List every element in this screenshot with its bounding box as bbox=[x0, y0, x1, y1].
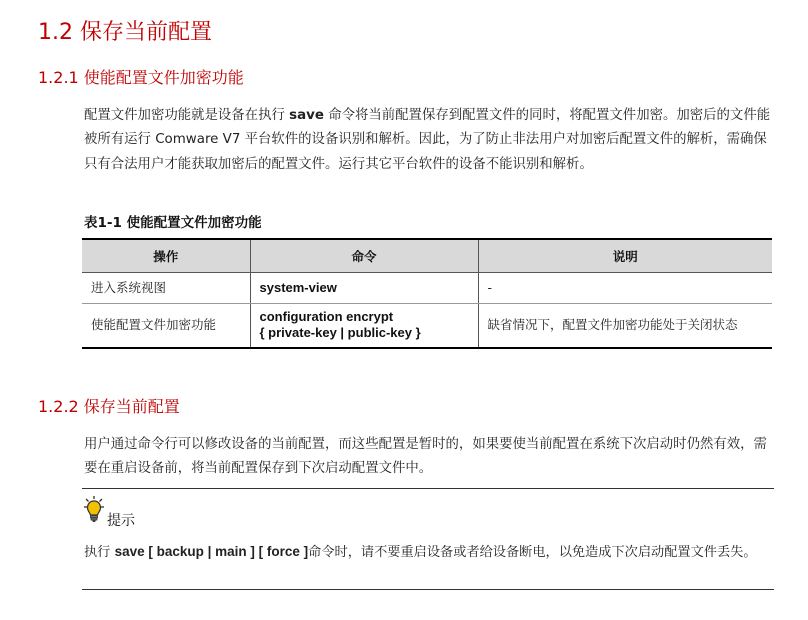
para-text: 命令将当前配置保存到配置文件的同时，将配置文件加密。加密后的文件能被所有运行 Comware V7 平台软件的设备识别和解析。因此，为了防止非法用户对加密后配置文件的解析，需确保只有合法用户才能获取加密后的配置文件。运行其它平台软件的设备不能识别和解析。 bbox=[84, 108, 771, 172]
description-cell: - bbox=[478, 273, 772, 304]
table-header-row bbox=[82, 239, 772, 273]
operation-cell: 进入系统视图 bbox=[82, 273, 250, 304]
encrypt-paragraph bbox=[84, 104, 774, 177]
command-cell bbox=[250, 304, 478, 348]
tip-label: 提示 bbox=[107, 513, 135, 529]
description-cell: 缺省情况下，配置文件加密功能处于关闭状态 bbox=[478, 304, 772, 348]
subsection-title-save: 1.2.2 保存当前配置 bbox=[38, 397, 180, 416]
note-text-part: 命令时，请不要重启设备或者给设备断电，以免造成下次启动配置文件丢失。 bbox=[308, 545, 757, 560]
note-bottom-divider bbox=[82, 589, 774, 590]
para-text: 配置文件加密功能就是设备在执行 bbox=[84, 108, 290, 123]
table-caption: 表1-1 使能配置文件加密功能 bbox=[84, 215, 262, 231]
command-table bbox=[82, 238, 772, 349]
column-header-description: 说明 bbox=[478, 239, 772, 273]
save-command-syntax: save [ backup | main ] [ force ] bbox=[114, 544, 309, 559]
column-header-operation: 操作 bbox=[82, 239, 250, 273]
note-text bbox=[84, 540, 774, 565]
table-row bbox=[82, 304, 772, 348]
command-line: configuration encrypt bbox=[259, 309, 394, 325]
operation-cell: 使能配置文件加密功能 bbox=[82, 304, 250, 348]
save-paragraph: 用户通过命令行可以修改设备的当前配置，而这些配置是暂时的，如果要使当前配置在系统下次启动时仍然有效，需要在重启设备前，将当前配置保存到下次启动配置文件中。 bbox=[84, 437, 767, 477]
command-line: { private-key | public-key } bbox=[259, 325, 421, 341]
column-header-command: 命令 bbox=[250, 239, 478, 273]
command-cell: system-view bbox=[250, 273, 478, 304]
note-text-part: 执行 bbox=[84, 545, 115, 560]
table-row bbox=[82, 273, 772, 304]
section-title: 1.2 保存当前配置 bbox=[38, 20, 212, 45]
save-command-keyword: save bbox=[289, 108, 324, 123]
subsection-title-encrypt: 1.2.1 使能配置文件加密功能 bbox=[38, 68, 244, 87]
lightbulb-icon bbox=[84, 496, 104, 528]
note-top-divider bbox=[82, 488, 774, 489]
